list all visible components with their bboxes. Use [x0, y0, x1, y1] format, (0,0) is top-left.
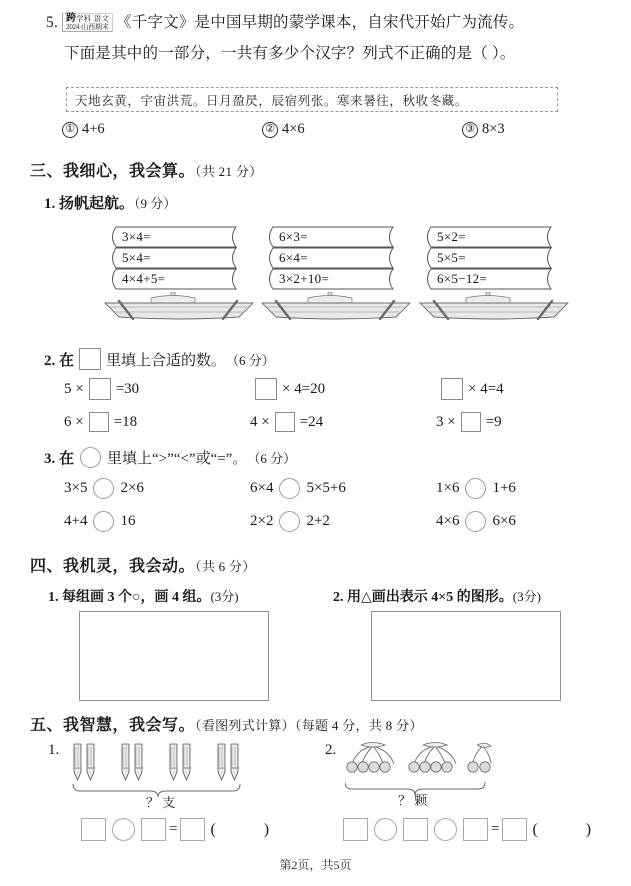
- answer-paren-close-left: ): [263, 820, 270, 838]
- question-5-line-2: 下面是其中的一部分，一共有多少个汉字？列式不正确的是（ ）。: [64, 45, 516, 62]
- sail-3-1: [423, 226, 566, 248]
- section-3-item-3-label-b: 里填上“>”“<”或“=”。: [107, 451, 248, 467]
- sail-3-3: [423, 268, 566, 290]
- section-5-title: 五、我智慧，我会写。: [30, 717, 196, 734]
- answer-box-2-2[interactable]: [275, 412, 295, 432]
- choice-option-3[interactable]: [462, 121, 505, 138]
- comparison-row-1: [64, 478, 622, 499]
- comparison-cell-1-2: [250, 478, 436, 499]
- comparison-left-2-1: 4+4: [64, 513, 88, 529]
- sail-equation-1-3: 4×4+5=: [122, 271, 166, 286]
- badge-big-char: 跨: [66, 12, 77, 24]
- section-3-title: 三、我细心，我会算。: [30, 163, 196, 180]
- section-5-note: （看图列式计算）: [195, 718, 295, 733]
- question-5: [46, 12, 591, 65]
- equation-cell-2-1: [64, 412, 250, 432]
- section-5-heading: [30, 712, 423, 735]
- comparison-left-1-3: 1×6: [436, 480, 460, 496]
- choice-marker-3: ③: [462, 122, 478, 138]
- badge-subject-name: 语文: [93, 13, 110, 23]
- sail-equation-3-2: 5×5=: [437, 250, 466, 265]
- comparison-left-2-2: 2×2: [250, 513, 274, 529]
- choice-option-1[interactable]: [62, 121, 262, 138]
- equation-right-2-2: =24: [299, 413, 324, 430]
- equation-cell-2-3: [436, 412, 622, 432]
- sail-3-2: [423, 247, 566, 269]
- question-5-text-1: 《千字文》是中国早期的蒙学课本，自宋代开始广为流传。: [116, 14, 525, 31]
- choice-text-2: 4×6: [282, 121, 305, 137]
- equation-row-2: [64, 412, 622, 432]
- question-5-choices: [62, 121, 582, 138]
- choice-text-1: 4+6: [82, 121, 105, 137]
- answer-row-left: [78, 818, 271, 841]
- comparison-row-2: [64, 511, 622, 532]
- comparison-circle-1-1[interactable]: [93, 478, 114, 499]
- comparison-circle-2-3[interactable]: [465, 511, 486, 532]
- answer-operator-circle-right-1[interactable]: [374, 818, 397, 841]
- section-4-item-2-heading: [333, 586, 541, 606]
- comparison-left-2-3: 4×6: [436, 513, 460, 529]
- pencil-illustration: [70, 742, 285, 807]
- equation-right-1-3: × 4=4: [468, 380, 504, 397]
- section-3-item-2-score: （6 分）: [226, 352, 275, 368]
- section-3-item-1-label: 1. 扬帆起航。: [44, 196, 135, 212]
- badge-subject-label: 学科: [76, 13, 92, 23]
- equation-left-2-3: 3 ×: [436, 413, 456, 430]
- section-3-item-2-heading: [44, 348, 275, 370]
- sail-equation-2-2: 6×4=: [279, 250, 308, 265]
- answer-box-1-3[interactable]: [441, 378, 463, 400]
- equation-cell-1-3: [436, 378, 622, 400]
- pencil-brace-label: ？ 支: [146, 795, 176, 810]
- answer-box-left-2[interactable]: [141, 818, 166, 841]
- sail-2-2: [265, 247, 408, 269]
- section-3-item-2-label-a: 2. 在: [44, 352, 75, 369]
- section-4-item-1-label: 1. 每组画 3 个○，画 4 组。: [48, 590, 211, 605]
- section-5-item-2-index: 2.: [325, 742, 337, 758]
- section-3-item-3-label-a: 3. 在: [44, 451, 75, 467]
- section-4-score: （共 6 分）: [195, 559, 256, 574]
- answer-box-1-1[interactable]: [89, 378, 111, 400]
- inline-blank-circle-item3[interactable]: [80, 447, 101, 468]
- boat-diagrams: [108, 226, 563, 326]
- comparison-circle-1-3[interactable]: [465, 478, 486, 499]
- section-3-score: （共 21 分）: [195, 164, 263, 179]
- cherry-illustration: [345, 742, 530, 807]
- answer-result-box-right[interactable]: [502, 818, 527, 841]
- comparison-circle-1-2[interactable]: [279, 478, 300, 499]
- badge-source-line: 2024·山西期末: [66, 23, 109, 31]
- answer-box-2-3[interactable]: [461, 412, 481, 432]
- equation-cell-1-2: [250, 378, 436, 400]
- equation-right-1-2: × 4=20: [282, 380, 326, 397]
- sail-equation-2-3: 3×2+10=: [279, 271, 330, 286]
- sail-equation-1-1: 3×4=: [122, 229, 151, 244]
- section-4-item-2-label: 2. 用△画出表示 4×5 的图形。: [333, 590, 513, 605]
- comparison-right-1-3: 1+6: [492, 480, 516, 496]
- poem-box: [66, 87, 558, 112]
- choice-option-2[interactable]: [262, 121, 462, 138]
- section-3-item-1-score: （9 分）: [134, 196, 177, 211]
- comparison-cell-2-2: [250, 511, 436, 532]
- page-footer: 第2页，共5页: [279, 858, 352, 872]
- choice-marker-2: ②: [262, 122, 278, 138]
- equation-left-2-2: 4 ×: [250, 413, 270, 430]
- answer-operator-circle-right-2[interactable]: [434, 818, 457, 841]
- section-4-title: 四、我机灵，我会动。: [30, 558, 196, 575]
- answer-box-left-1[interactable]: [81, 818, 106, 841]
- section-4-item-1-score: (3分): [210, 589, 239, 604]
- comparison-left-1-1: 3×5: [64, 480, 88, 496]
- comparison-right-2-2: 2+2: [306, 513, 330, 529]
- section-3-item-1-heading: [44, 192, 176, 213]
- comparison-right-2-3: 6×6: [492, 513, 516, 529]
- poem-text: 天地玄黄，宇宙洪荒。日月盈昃，辰宿列张。寒来暑往，秋收冬藏。: [75, 93, 469, 108]
- sail-equation-3-3: 6×5−12=: [437, 271, 488, 286]
- answer-box-1-2[interactable]: [255, 378, 277, 400]
- cross-subject-badge: [62, 13, 113, 33]
- inline-blank-box-item2[interactable]: [79, 348, 101, 370]
- drawing-area-1[interactable]: [79, 611, 269, 701]
- sail-equation-1-2: 5×4=: [122, 250, 151, 265]
- boat-hull-2: [260, 292, 412, 320]
- answer-box-right-3[interactable]: [463, 818, 488, 841]
- section-4-item-2-score: (3分): [512, 589, 541, 604]
- sail-2-3: [265, 268, 408, 290]
- comparison-cell-2-3: [436, 511, 622, 532]
- section-3-item-3-score: （6 分）: [247, 451, 297, 466]
- equation-right-2-1: =18: [113, 413, 138, 430]
- comparison-circle-2-1[interactable]: [93, 511, 114, 532]
- answer-paren-open-left: (: [210, 820, 216, 838]
- answer-paren-close-right: ): [585, 820, 592, 838]
- section-3-item-3-heading: [44, 447, 296, 468]
- equation-right-1-1: =30: [115, 380, 140, 397]
- section-4-item-1-heading: [48, 586, 239, 606]
- comparison-right-1-2: 5×5+6: [306, 480, 346, 496]
- comparison-circle-2-2[interactable]: [279, 511, 300, 532]
- section-3-heading: [30, 158, 262, 181]
- answer-box-2-1[interactable]: [89, 412, 109, 432]
- section-4-heading: [30, 553, 256, 576]
- boat-hull-1: [103, 292, 255, 320]
- choice-marker-1: ①: [62, 122, 78, 138]
- question-5-line-1: [46, 12, 591, 34]
- answer-paren-open-right: (: [532, 820, 538, 838]
- comparison-cell-1-1: [64, 478, 250, 499]
- answer-operator-circle-left[interactable]: [112, 818, 135, 841]
- answer-equals-right: =: [491, 821, 500, 837]
- equation-left-2-1: 6 ×: [64, 413, 84, 430]
- section-5-score: （每题 4 分，共 8 分）: [294, 718, 423, 733]
- equation-left-1-1: 5 ×: [64, 380, 84, 397]
- drawing-area-2[interactable]: [371, 611, 561, 701]
- answer-box-right-1[interactable]: [343, 818, 368, 841]
- sail-equation-2-1: 6×3=: [279, 229, 308, 244]
- sail-1-3: [108, 268, 251, 290]
- equation-cell-2-2: [250, 412, 436, 432]
- boat-group-2: [265, 226, 408, 320]
- equation-row-1: [64, 378, 622, 400]
- equation-cell-1-1: [64, 378, 250, 400]
- sail-1-1: [108, 226, 251, 248]
- boat-group-3: [423, 226, 566, 320]
- boat-group-1: [108, 226, 251, 320]
- badge-top-line: [66, 12, 110, 24]
- cherry-brace-label: ？ 颗: [398, 793, 428, 808]
- comparison-right-2-1: 16: [120, 513, 136, 529]
- sail-2-1: [265, 226, 408, 248]
- answer-row-right: [340, 818, 593, 841]
- answer-result-box-left[interactable]: [180, 818, 205, 841]
- sail-equation-3-1: 5×2=: [437, 229, 466, 244]
- section-3-item-2-label-b: 里填上合适的数。: [106, 352, 227, 369]
- comparison-right-1-1: 2×6: [120, 480, 144, 496]
- boat-hull-3: [418, 292, 570, 320]
- answer-box-right-2[interactable]: [403, 818, 428, 841]
- comparison-left-1-2: 6×4: [250, 480, 274, 496]
- answer-equals-left: =: [169, 821, 178, 837]
- choice-text-3: 8×3: [482, 121, 505, 137]
- equation-right-2-3: =9: [485, 413, 502, 430]
- sail-1-2: [108, 247, 251, 269]
- question-5-index: 5.: [46, 14, 59, 31]
- comparison-cell-2-1: [64, 511, 250, 532]
- comparison-cell-1-3: [436, 478, 622, 499]
- section-5-item-1-index: 1.: [48, 742, 60, 758]
